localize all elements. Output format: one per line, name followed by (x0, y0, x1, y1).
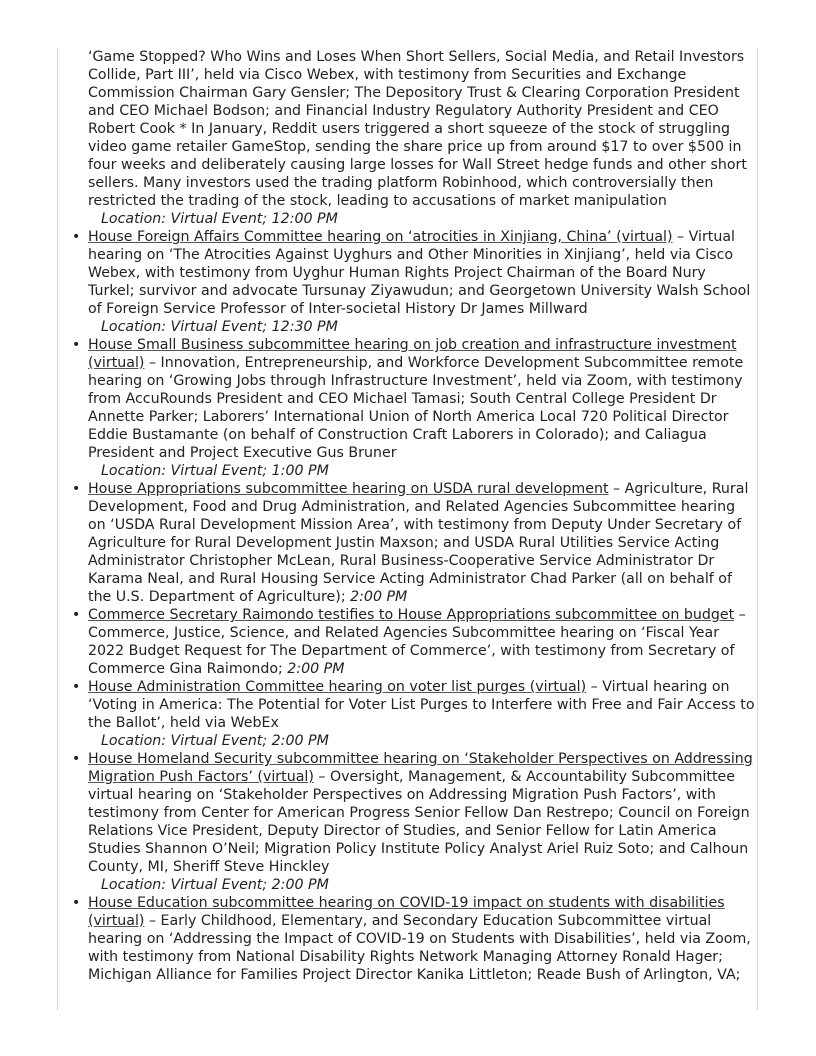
event-location: Location: Virtual Event; 1:00 PM (101, 463, 329, 479)
event-item (72, 336, 756, 480)
event-title-link[interactable]: House Appropriations subcommittee hearing on USDA rural development (88, 481, 609, 497)
event-item (72, 894, 756, 984)
bullet-icon: • (72, 229, 81, 245)
event-description: – Agriculture, Rural Development, Food and Drug Administration, and Related Agencies Subcommittee hearing on ‘USDA Rural Development Mission Area’, with testimony from Deputy Under Secretary of Agriculture for Rural Development Justin Maxson; and USDA Rural Utilities Service Acting Administrator Christopher McLean, Rural Business-Cooperative Service Administrator Dr Karama Neal, and Rural Housing Service Acting Administrator Chad Parker (all on behalf of the U.S. Department of Agriculture); (88, 481, 749, 605)
left-margin-rule (57, 48, 58, 1010)
bullet-icon: • (72, 895, 81, 911)
event-location: Location: Virtual Event; 12:00 PM (101, 211, 338, 227)
event-time: 2:00 PM (287, 661, 345, 677)
event-description: – Virtual hearing on ‘The Atrocities Against Uyghurs and Other Minorities in Xinjiang’, held via Cisco Webex, with testimony from Uyghur Human Rights Project Chairman of the Board Nury Turkel; survivor and advocate Tursunay Ziyawudun; and Georgetown University Walsh School of Foreign Service Professor of Inter-societal History Dr James Millward (88, 229, 751, 317)
event-location: Location: Virtual Event; 12:30 PM (101, 319, 338, 335)
bullet-icon: • (72, 679, 81, 695)
intro-paragraph: ‘Game Stopped? Who Wins and Loses When Short Sellers, Social Media, and Retail Investors Collide, Part III’, held via Cisco Webex, with testimony from Securities and Exchange Commission Chairman Gary Gensler; The Depository Trust & Clearing Corporation President and CEO Michael Bodson; and Financial Industry Regulatory Authority President and CEO Robert Cook * In January, Reddit users triggered a short squeeze of the stock of struggling video game retailer GameStop, sending the share price up from around $17 to over $500 in four weeks and deliberately causing large losses for Wall Street hedge funds and other short sellers. Many investors used the trading platform Robinhood, which controversially then restricted the trading of the stock, leading to accusations of market manipulation (88, 49, 747, 209)
right-margin-rule (757, 48, 758, 1010)
event-location: Location: Virtual Event; 2:00 PM (101, 877, 329, 893)
event-location: Location: Virtual Event; 2:00 PM (101, 733, 329, 749)
bullet-icon: • (72, 607, 81, 623)
event-description: – Innovation, Entrepreneurship, and Workforce Development Subcommittee remote hearing on ‘Growing Jobs through Infrastructure Investment’, held via Zoom, with testimony from AccuRounds President and CEO Michael Tamasi; South Central College President Dr Annette Parker; Laborers’ International Union of North America Local 720 Political Director Eddie Bustamante (on behalf of Construction Craft Laborers in Colorado); and Caliagua President and Project Executive Gus Bruner (88, 355, 744, 461)
event-item (72, 750, 756, 894)
events-document (72, 48, 756, 984)
bullet-icon: • (72, 751, 81, 767)
event-item (72, 678, 756, 750)
event-description: – Commerce, Justice, Science, and Related Agencies Subcommittee hearing on ‘Fiscal Year 2022 Budget Request for The Department of Commerce’, with testimony from Secretary of Commerce Gina Raimondo; (88, 607, 746, 677)
event-title-link[interactable]: House Homeland Security subcommittee hearing on ‘Stakeholder Perspectives on Addressing Migration Push Factors’ (virtual) (88, 751, 753, 785)
event-description: – Oversight, Management, & Accountability Subcommittee virtual hearing on ‘Stakeholder Perspectives on Addressing Migration Push Factors’, with testimony from Center for American Progress Senior Fellow Dan Restrepo; Council on Foreign Relations Vice President, Deputy Director of Studies, and Senior Fellow for Latin America Studies Shannon O’Neil; Migration Policy Institute Policy Analyst Ariel Ruiz Soto; and Calhoun County, MI, Sheriff Steve Hinckley (88, 769, 750, 875)
bullet-icon: • (72, 481, 81, 497)
event-item (72, 480, 756, 606)
bullet-icon: • (72, 337, 81, 353)
event-title-link[interactable]: House Foreign Affairs Committee hearing on ‘atrocities in Xinjiang, China’ (virtual) (88, 229, 673, 245)
event-list (72, 228, 756, 984)
event-description: – Early Childhood, Elementary, and Secondary Education Subcommittee virtual hearing on ‘Addressing the Impact of COVID-19 on Students with Disabilities’, held via Zoom, with testimony from National Disability Rights Network Managing Attorney Ronald Hager; Michigan Alliance for Families Project Director Kanika Littleton; Reade Bush of Arlington, VA; (88, 913, 751, 983)
event-time: 2:00 PM (350, 589, 408, 605)
event-description: – Virtual hearing on ‘Voting in America: The Potential for Voter List Purges to Interfere with Free and Fair Access to the Ballot’, held via WebEx (88, 679, 755, 731)
event-title-link[interactable]: House Small Business subcommittee hearing on job creation and infrastructure investment (virtual) (88, 337, 737, 371)
event-title-link[interactable]: House Administration Committee hearing on voter list purges (virtual) (88, 679, 587, 695)
event-title-link[interactable]: House Education subcommittee hearing on COVID-19 impact on students with disabilities (virtual) (88, 895, 725, 929)
event-title-link[interactable]: Commerce Secretary Raimondo testifies to House Appropriations subcommittee on budget (88, 607, 735, 623)
event-item (72, 228, 756, 336)
event-item (72, 606, 756, 678)
